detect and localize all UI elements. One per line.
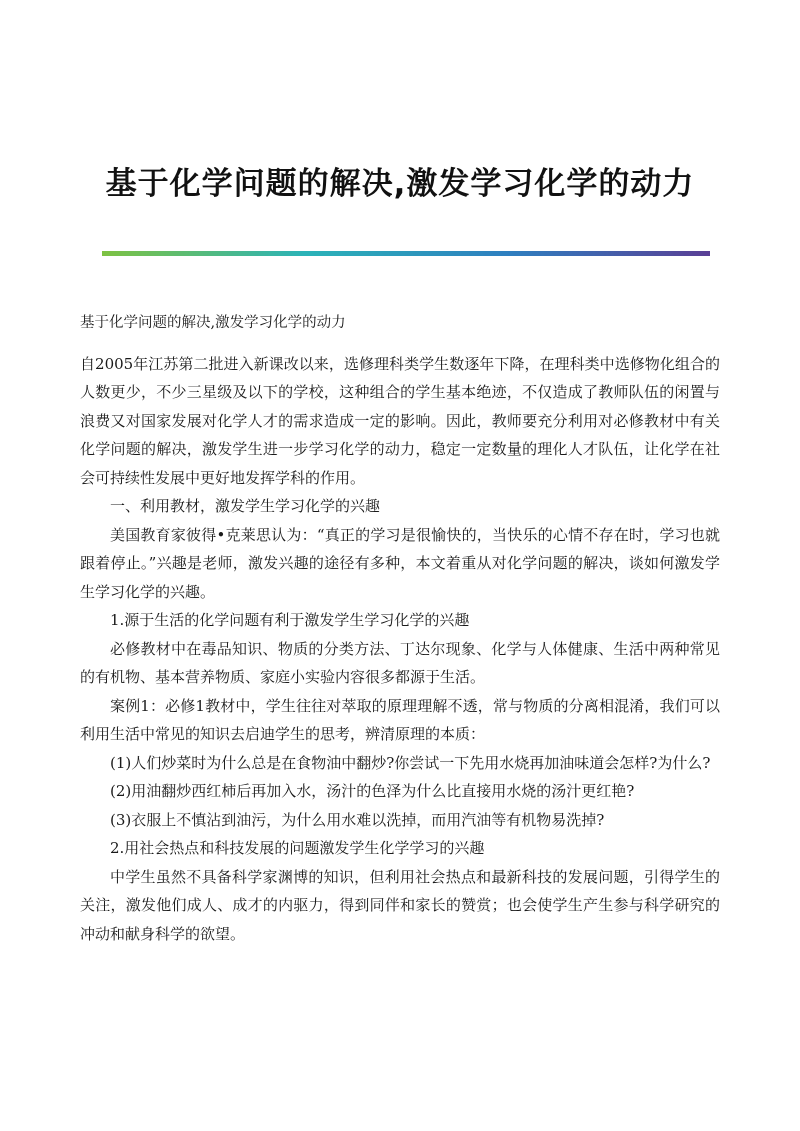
title-divider: [102, 251, 710, 256]
question-item-1: (1)人们炒菜时为什么总是在食物油中翻炒?你尝试一下先用水烧再加油味道会怎样?为什么?: [110, 753, 711, 772]
body-paragraph: 必修教材中在毒品知识、物质的分类方法、丁达尔现象、化学与人体健康、生活中两种常见的有机物、基本营养物质、家庭小实验内容很多都源于生活。: [80, 639, 720, 686]
section-heading-1: 一、利用教材，激发学生学习化学的兴趣: [110, 497, 381, 515]
intro-paragraph: 自2005年江苏第二批进入新课改以来，选修理科类学生数逐年下降，在理科类中选修物化组合的人数更少，不少三星级及以下的学校，这种组合的学生基本绝迹，不仅造成了教师队伍的闲置与浪费又对国家发展对化学人才的需求造成一定的影响。因此，教师要充分利用对必修教材中有关化学问题的解决，激发学生进一步学习化学的动力，稳定一定数量的理化人才队伍，让化学在社会可持续性发展中更好地发挥学科的作用。: [80, 354, 720, 487]
document-title: 基于化学问题的解决,激发学习化学的动力: [105, 166, 695, 202]
subsection-heading-1: 1.源于生活的化学问题有利于激发学生学习化学的兴趣: [110, 611, 470, 629]
question-item-3: (3)衣服上不慎沾到油污，为什么用水难以洗掉，而用汽油等有机物易洗掉?: [110, 810, 605, 829]
body-paragraph: 美国教育家彼得•克莱思认为：“真正的学习是很愉快的，当快乐的心情不存在时，学习也就跟着停止。”兴趣是老师，激发兴趣的途径有多种，本文着重从对化学问题的解决，谈如何激发学生学习化学的兴趣。: [80, 525, 720, 601]
case-paragraph: 案例1：必修1教材中，学生往往对萃取的原理理解不透，常与物质的分离相混淆，我们可以利用生活中常见的知识去启迪学生的思考，辨清原理的本质：: [80, 696, 720, 743]
body-paragraph: 中学生虽然不具备科学家渊博的知识，但利用社会热点和最新科技的发展问题，引得学生的关注，激发他们成人、成才的内驱力，得到同伴和家长的赞赏；也会使学生产生参与科学研究的冲动和献身科学的欲望。: [80, 867, 720, 943]
question-item-2: (2)用油翻炒西红柿后再加入水，汤汁的色泽为什么比直接用水烧的汤汁更红艳?: [110, 782, 635, 800]
document-body: [80, 309, 720, 948]
subsection-heading-2: 2.用社会热点和科技发展的问题激发学生化学学习的兴趣: [110, 839, 485, 857]
document-subtitle: 基于化学问题的解决,激发学习化学的动力: [80, 315, 346, 331]
